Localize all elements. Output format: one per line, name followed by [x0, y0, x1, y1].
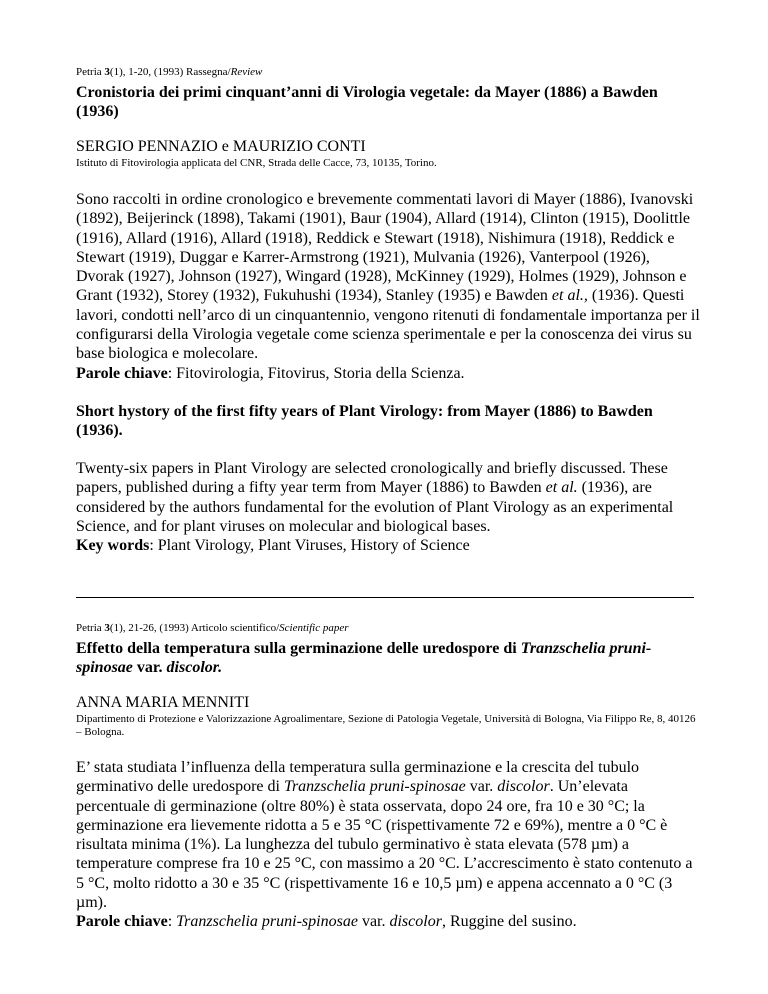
meta-prefix: Petria: [76, 622, 105, 634]
keywords-part: var.: [357, 913, 390, 931]
article1-title: Cronistoria dei primi cinquant’anni di Virologia vegetale: da Mayer (1886) a Bawden (1936): [76, 84, 658, 120]
keywords-species: Tranzschelia pruni-spinosae: [176, 913, 358, 931]
content: [76, 0, 700, 555]
article-divider: [76, 597, 694, 598]
english-keywords-label: Key words: [76, 537, 150, 555]
article1-affiliation: Istituto di Fitovirologia applicata del CNR, Strada delle Cacce, 73, 10135, Torino.: [76, 157, 437, 169]
meta-volume: 3: [104, 622, 110, 634]
meta-volume: 3: [104, 66, 110, 78]
meta-rest: (1), 21-26, (1993) Articolo scientifico/: [109, 622, 280, 634]
article1-keywords: [76, 364, 700, 383]
article1-english-keywords: [76, 536, 700, 555]
meta-type: Scientific paper: [279, 622, 349, 634]
abstract-part: (1936). Questi lavori, condotti nell’arco di un cinquantennio, vengono ritenuti di fondamentale importanza per il configurarsi della Virologia vegetale come scienza sperimentale e per la conoscenza dei virus su base biologica e molecolare.: [76, 287, 700, 363]
abstract-part: E’ stata studiata l’influenza della temperatura sulla germinazione e la crescita del tubulo germinativo delle uredospore di: [76, 759, 640, 796]
abstract-species: Tranzschelia pruni-spinosae: [283, 778, 466, 796]
article2-meta: [76, 622, 700, 635]
title-species: Tranzschelia pruni-spinosae: [76, 640, 652, 676]
keywords-rest: , Ruggine del susino.: [441, 913, 577, 931]
article2-keywords: [76, 912, 700, 931]
abstract-etal: et al.,: [551, 287, 588, 305]
english-abstract-part: (1936), are considered by the authors fundamental for the evolution of Plant Virology as an experimental Science, and for plant viruses on molecular and biological bases.: [76, 479, 674, 535]
title-variety: discolor.: [166, 659, 223, 676]
title-part: var.: [132, 659, 167, 676]
english-abstract-etal: et al.: [545, 479, 578, 497]
meta-type: Review: [230, 66, 263, 78]
content-2: [76, 622, 700, 932]
keywords-label: Parole chiave: [76, 364, 168, 382]
article2-title: [76, 639, 700, 677]
abstract-part: . Un’elevata percentuale di germinazione (oltre 80%) è stata osservata, dopo 24 ore, fra 10 e 30 °C; la germinazione era lievemente ridotta a 5 e 35 °C (rispettivamente 72 e 69%), mentre a 0 °C è risultata minima (1%). La lunghezza del tubulo germinativo è stata elevata (578 µm) a temperature comprese fra 10 e 25 °C, con massimo a 20 °C. L’accrescimento è stato contenuto a 5 °C, molto ridotto a 30 e 35 °C (rispettivamente 16 e 10,5 µm) e appena accennato a 0 °C (3 µm).: [76, 778, 693, 912]
english-keywords-text: : Plant Virology, Plant Viruses, History of Science: [149, 537, 470, 555]
article2-affiliation: Dipartimento di Protezione e Valorizzazione Agroalimentare, Sezione di Patologia Vegetale, Università di Bologna, Via Filippo Re, 8, 40126 – Bologna.: [76, 713, 696, 738]
article2-authors: ANNA MARIA MENNITI: [76, 694, 250, 711]
abstract-part: Sono raccolti in ordine cronologico e brevemente commentati lavori di Mayer (1886), Ivanovski (1892), Beijerinck (1898), Takami (1901), Baur (1904), Allard (1914), Clinton (1915), Doolittle (1916), Allard (1916), Allard (1918), Reddick e Stewart (1918), Nishimura (1918), Reddick e Stewart (1919), Duggar e Karrer-Armstrong (1921), Mulvania (1926), Vanterpool (1926), Dvorak (1927), Johnson (1927), Wingard (1928), McKinney (1929), Holmes (1929), Johnson e Grant (1932), Storey (1932), Fukuhushi (1934), Stanley (1935) e Bawden: [76, 191, 694, 305]
article1-authors: SERGIO PENNAZIO e MAURIZIO CONTI: [76, 138, 366, 155]
article1-meta: [76, 66, 700, 79]
keywords-sep: :: [167, 913, 177, 931]
keywords-variety: discolor: [389, 913, 442, 931]
meta-prefix: Petria: [76, 66, 105, 78]
keywords-text: : Fitovirologia, Fitovirus, Storia della Scienza.: [167, 364, 465, 382]
title-part: Effetto della temperatura sulla germinazione delle uredospore di: [76, 640, 521, 657]
abstract-part: var.: [465, 778, 498, 796]
abstract-variety: discolor: [497, 778, 550, 796]
keywords-label: Parole chiave: [76, 913, 168, 931]
article1-abstract: [76, 190, 700, 364]
meta-rest: (1), 1-20, (1993) Rassegna/: [109, 66, 231, 78]
english-abstract-part: Twenty-six papers in Plant Virology are selected cronologically and briefly discussed. These papers, published during a fifty year term from Mayer (1886) to Bawden: [76, 459, 668, 497]
article1-english-title: Short hystory of the first fifty years of Plant Virology: from Mayer (1886) to Bawden (1936).: [76, 402, 653, 439]
article1-english-abstract: [76, 459, 700, 536]
article2-abstract: [76, 758, 700, 912]
